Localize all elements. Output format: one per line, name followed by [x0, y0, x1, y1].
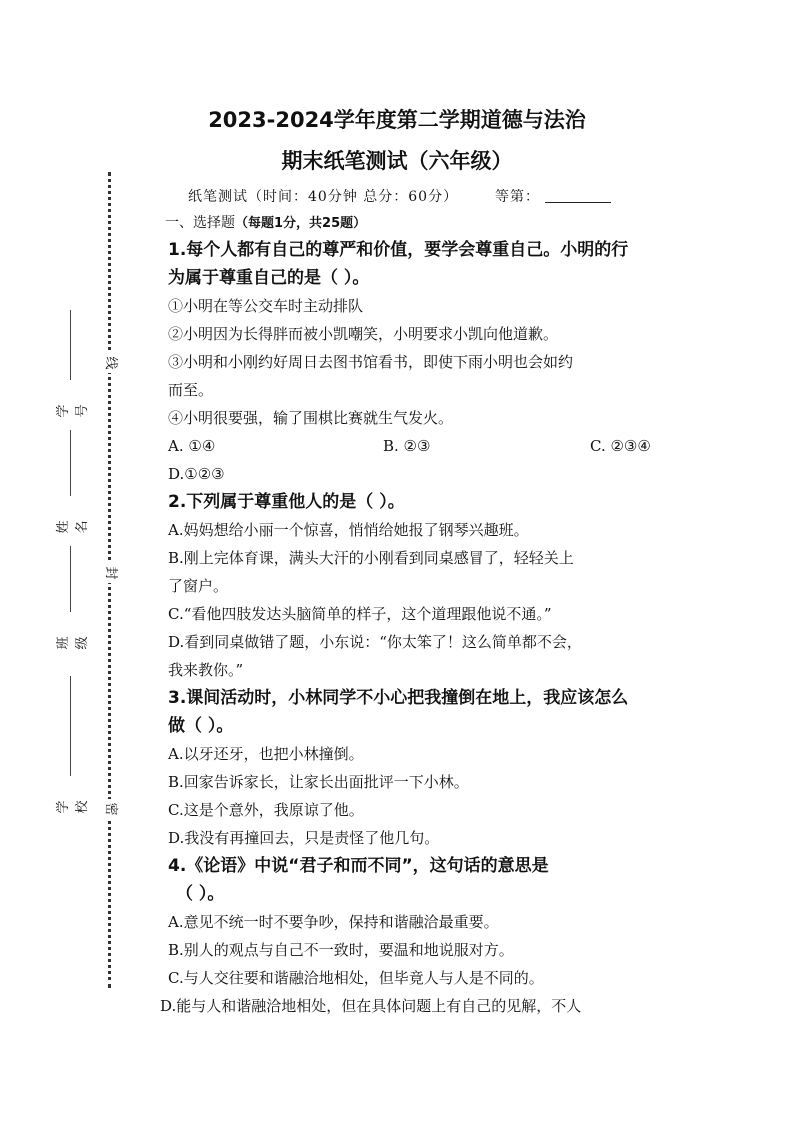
q1-option-a[interactable]: A. ①④	[168, 437, 216, 455]
seal-char-secret: 密	[99, 799, 121, 819]
q1-option-c[interactable]: C. ②③④	[590, 437, 651, 455]
school-label: 学校	[52, 796, 90, 818]
q4-option-a[interactable]: A.意见不统一时不要争吵，保持和谐融洽最重要。	[168, 913, 499, 931]
q1-item-3: ③小明和小刚约好周日去图书馆看书，即使下雨小明也会如约	[168, 353, 574, 371]
seal-char-seal: 封	[99, 563, 121, 583]
exam-info-text: 纸笔测试（时间：40分钟 总分：60分）	[188, 189, 459, 205]
q3-stem-line2: 做（ ）。	[168, 716, 234, 736]
q2-option-d[interactable]: D.看到同桌做错了题，小东说：“你太笨了！这么简单都不会，	[168, 633, 582, 651]
exam-info-row	[188, 186, 611, 206]
q1-item-3-cont: 而至。	[168, 381, 214, 399]
section-title: 一、选择题	[165, 215, 235, 231]
q2-option-b[interactable]: B.刚上完体育课，满头大汗的小刚看到同桌感冒了，轻轻关上	[168, 549, 574, 567]
section-note: （每题1分，共25题）	[235, 216, 367, 231]
grade-label: 等第：	[495, 189, 540, 205]
q4-option-c[interactable]: C.与人交往要和谐融洽地相处，但毕竟人与人是不同的。	[168, 969, 544, 987]
q3-stem-line1: 3.课间活动时，小林同学不小心把我撞倒在地上，我应该怎么	[168, 688, 629, 708]
class-label: 班级	[52, 632, 90, 654]
q2-stem: 2.下列属于尊重他人的是（ ）。	[168, 492, 405, 512]
exam-title-line2: 期末纸笔测试（六年级）	[281, 149, 513, 173]
q1-item-2: ②小明因为长得胖而被小凯嘲笑，小明要求小凯向他道歉。	[168, 325, 559, 343]
q2-option-d-cont: 我来教你。”	[168, 661, 244, 679]
q4-option-b[interactable]: B.别人的观点与自己不一致时，要温和地说服对方。	[168, 941, 514, 959]
exam-title-line1: 2023-2024学年度第二学期道德与法治	[208, 108, 586, 132]
q2-option-b-cont: 了窗户。	[168, 577, 229, 595]
q4-stem-line1: 4.《论语》中说“君子和而不同”，这句话的意思是	[168, 856, 549, 876]
q4-stem-line2: （ ）。	[176, 884, 225, 904]
q2-option-c[interactable]: C.“看他四肢发达头脑简单的样子，这个道理跟他说不通。”	[168, 605, 552, 623]
q3-option-b[interactable]: B.回家告诉家长，让家长出面批评一下小林。	[168, 773, 469, 791]
grade-blank[interactable]	[545, 188, 611, 203]
q1-stem-line1: 1.每个人都有自己的尊严和价值，要学会尊重自己。小明的行	[168, 240, 629, 260]
q1-option-b[interactable]: B. ②③	[383, 437, 431, 455]
seal-char-line: 线	[99, 353, 121, 373]
student-id-blank[interactable]	[70, 310, 71, 380]
class-blank[interactable]	[70, 546, 71, 612]
student-id-label: 学号	[52, 400, 90, 422]
q1-item-1: ①小明在等公交车时主动排队	[168, 297, 364, 315]
q4-option-d[interactable]: D.能与人和谐融洽地相处，但在具体问题上有自己的见解，不人	[160, 997, 582, 1015]
school-blank[interactable]	[70, 676, 71, 776]
q2-option-a[interactable]: A.妈妈想给小丽一个惊喜，悄悄给她报了钢琴兴趣班。	[168, 521, 529, 539]
q1-stem-line2: 为属于尊重自己的是（ ）。	[168, 268, 370, 288]
q1-item-4: ④小明很要强，输了围棋比赛就生气发火。	[168, 409, 454, 427]
q3-option-d[interactable]: D.我没有再撞回去，只是责怪了他几句。	[168, 829, 440, 847]
q3-option-c[interactable]: C.这是个意外，我原谅了他。	[168, 801, 364, 819]
q1-option-d[interactable]: D.①②③	[168, 465, 225, 483]
name-label: 姓名	[52, 516, 90, 538]
section-heading	[165, 212, 366, 232]
name-blank[interactable]	[70, 430, 71, 496]
q3-option-a[interactable]: A.以牙还牙，也把小林撞倒。	[168, 745, 364, 763]
